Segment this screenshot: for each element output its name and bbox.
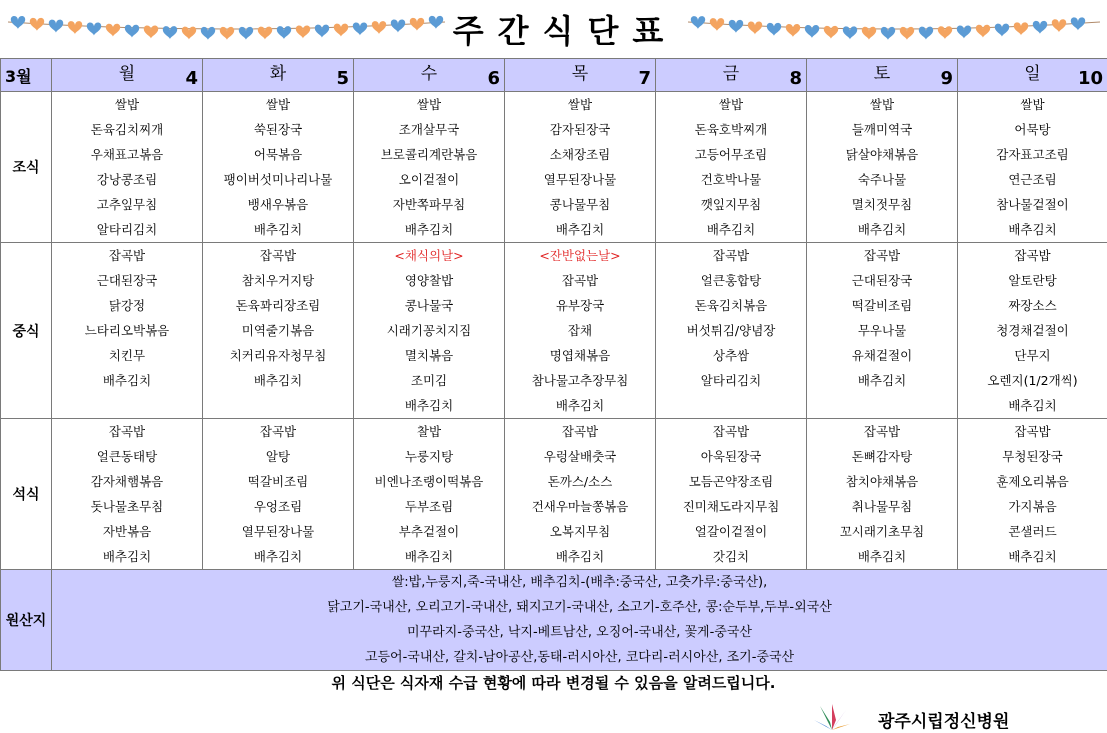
menu-item: 잡곡밥 [712,424,750,439]
breakfast-day-cell [807,92,958,243]
menu-item: 뱅새우볶음 [247,197,309,212]
meal-label-breakfast: 조식 [1,92,52,243]
menu-item: 쌀밥 [265,97,291,112]
origin-line: 쌀:밥,누룽지,죽-국내산, 배추김치-(배추:중국산, 고춧가루:중국산), [391,575,768,590]
day-number: 9 [940,68,953,89]
menu-item: 느타리오박볶음 [84,323,170,338]
day-number: 8 [789,68,802,89]
day-name: 수 [420,64,438,84]
title-bar [0,0,1107,56]
page-title: 주간식단표 [452,12,678,50]
breakfast-day-cell [958,92,1107,243]
menu-item: 돈육호박찌개 [694,122,768,137]
menu-item: 아욱된장국 [700,449,762,464]
menu-item: 잡곡밥 [712,248,750,263]
menu-item: 건새우마늘쫑볶음 [531,499,629,514]
hospital-signature [812,702,1102,732]
breakfast-day-cell [52,92,203,243]
menu-item: 떡갈비조림 [247,474,309,489]
menu-item: 짜장소스 [1008,298,1057,313]
menu-item: 돈육꽈리장조림 [235,298,321,313]
menu-item: 건호박나물 [700,172,762,187]
breakfast-day-cell [656,92,807,243]
day-header [656,59,807,92]
menu-item: 닭살야채볶음 [845,147,919,162]
menu-item: 배추김치 [404,222,454,237]
menu-item: 쌀밥 [416,97,442,112]
menu-item: 우렁살배춧국 [543,449,617,464]
menu-item: 어묵탕 [1014,122,1051,137]
menu-item: 모듬곤약장조림 [688,474,774,489]
menu-item: 잡곡밥 [259,424,297,439]
menu-item: 돈육김치찌개 [90,122,164,137]
menu-item: 쌀밥 [567,97,593,112]
menu-item: 훈제오리볶음 [996,474,1069,489]
dinner-day-cell [807,419,958,570]
menu-item: 단무지 [1014,348,1051,363]
lunch-day-cell [52,243,203,419]
menu-item: 강낭콩조림 [96,172,158,187]
menu-item: 멸치젓무침 [851,197,913,212]
menu-item: 알토란탕 [1008,273,1057,288]
day-header [807,59,958,92]
menu-item: 무청된장국 [1002,449,1063,464]
origin-line: 고등어-국내산, 갈치-남아공산,동태-러시아산, 코다리-러시아산, 조기-중국산 [364,650,795,665]
menu-item: 어묵볶음 [253,147,303,162]
menu-item [52,393,202,418]
menu-item: 찰밥 [416,424,442,439]
dinner-day-cell [656,419,807,570]
menu-item: 떡갈비조림 [851,298,913,313]
menu-item: 버섯튀김/양념장 [686,323,776,338]
menu-item: 연근조림 [1008,172,1057,187]
menu-item: 배추김치 [253,373,303,388]
menu-item: 팽이버섯미나리나물 [223,172,333,187]
menu-item: 누룽지탕 [404,449,454,464]
menu-item [656,393,806,418]
menu-item: 감자표고조림 [996,147,1069,162]
menu-item: 잡곡밥 [108,248,146,263]
menu-item: 조미김 [410,373,448,388]
menu-item: 배추김치 [102,549,152,564]
menu-item: 영양찰밥 [404,273,454,288]
menu-item: <채식의날> [394,248,464,263]
menu-item: 자반볶음 [102,524,152,539]
menu-item: 알타리김치 [96,222,158,237]
menu-item: 우채표고볶음 [90,147,164,162]
menu-item: 돈육김치볶음 [694,298,768,313]
day-header [505,59,656,92]
hospital-name: 광주시립정신병원 [878,712,1010,732]
meal-label-dinner: 석식 [1,419,52,570]
menu-item: 잡곡밥 [863,424,901,439]
menu-item: 우엉조림 [253,499,303,514]
menu-item: 숙주나물 [857,172,907,187]
dinner-day-cell [203,419,354,570]
header-row [1,59,1107,92]
heart-garland-right-icon [688,14,1100,40]
menu-item: 참나물고추장무침 [531,373,629,388]
menu-item: 잡곡밥 [259,248,297,263]
day-number: 7 [638,68,651,89]
menu-item: 미역줄기볶음 [241,323,315,338]
menu-item: 진미채도라지무침 [682,499,780,514]
menu-item: 얼큰동태탕 [96,449,158,464]
menu-item: 조개살무국 [398,122,460,137]
menu-item: 돗나물초무침 [90,499,164,514]
menu-item: 갓김치 [712,549,750,564]
menu-item: 잡곡밥 [108,424,146,439]
menu-item: 배추김치 [253,222,303,237]
menu-item: 배추김치 [555,398,605,413]
menu-item: 참나물겉절이 [996,197,1069,212]
menu-item: 배추김치 [253,549,303,564]
menu-item: 오이겉절이 [398,172,460,187]
day-header [52,59,203,92]
menu-item [807,393,957,418]
menu-item: 유채겉절이 [851,348,913,363]
breakfast-day-cell [505,92,656,243]
menu-item: 소채장조림 [549,147,611,162]
menu-item: 배추김치 [857,373,907,388]
menu-item: 배추김치 [555,222,605,237]
menu-item: 근대된장국 [851,273,913,288]
menu-item: 배추김치 [404,549,454,564]
menu-item: 열무된장나물 [241,524,315,539]
menu-item: 상추쌈 [712,348,750,363]
menu-item: 얼갈이겉절이 [694,524,768,539]
menu-item: 잡곡밥 [561,424,599,439]
day-name: 금 [722,64,740,84]
lunch-day-cell [807,243,958,419]
menu-item: 가지볶음 [1008,499,1057,514]
day-header [203,59,354,92]
menu-item: 돈까스/소스 [547,474,613,489]
menu-item: 쌀밥 [114,97,140,112]
dinner-day-cell [958,419,1107,570]
origin-row [1,570,1107,671]
menu-item: 배추김치 [857,549,907,564]
menu-item: 잡채 [567,323,593,338]
day-number: 5 [336,68,349,89]
menu-item: 고등어무조림 [694,147,768,162]
day-number: 10 [1077,68,1103,89]
notice-text: 위 식단은 식자재 수급 현황에 따라 변경될 수 있음을 알려드립니다. [331,674,776,692]
menu-item: 들깨미역국 [851,122,913,137]
menu-item: 고추잎무침 [96,197,158,212]
menu-item: 오렌지(1/2개씩) [987,373,1078,388]
menu-item: 얼큰홍합탕 [700,273,762,288]
menu-item: 배추김치 [1008,398,1057,413]
day-name: 목 [571,64,589,84]
menu-item: 쌀밥 [718,97,744,112]
lunch-day-cell [354,243,505,419]
menu-item: 감자된장국 [549,122,611,137]
dinner-day-cell [354,419,505,570]
menu-item: 깻잎지무침 [700,197,762,212]
dinner-day-cell [52,419,203,570]
menu-item: 잡곡밥 [561,273,599,288]
lunch-day-cell [505,243,656,419]
menu-item: 치커리유자청무침 [229,348,327,363]
menu-item: <잔반없는날> [539,248,621,263]
menu-item: 두부조림 [404,499,454,514]
origin-line: 미꾸라지-중국산, 낙지-베트남산, 오징어-국내산, 꽃게-중국산 [407,625,752,640]
day-header [354,59,505,92]
breakfast-day-cell [354,92,505,243]
menu-item: 청경채겉절이 [996,323,1069,338]
menu-item: 콩나물무침 [549,197,611,212]
menu-item: 브로콜리계란볶음 [380,147,478,162]
menu-item: 닭강정 [108,298,146,313]
breakfast-row [1,92,1107,243]
origin-line: 닭고기-국내산, 오리고기-국내산, 돼지고기-국내산, 소고기-호주산, 콩:순두부,두부-외국산 [327,600,832,615]
menu-item: 배추김치 [555,549,605,564]
day-name: 화 [269,64,287,84]
menu-item: 비엔나조랭이떡볶음 [374,474,484,489]
menu-item: 치킨무 [108,348,146,363]
menu-item: 오복지무침 [549,524,611,539]
menu-item [203,393,353,418]
menu-item: 돈뼈감자탕 [851,449,913,464]
menu-item: 쑥된장국 [253,122,303,137]
dinner-row [1,419,1107,570]
menu-item: 취나물무침 [851,499,913,514]
menu-item: 알타리김치 [700,373,762,388]
menu-item: 근대된장국 [96,273,158,288]
day-header [958,59,1107,92]
menu-item: 시래기꽁치지짐 [386,323,472,338]
menu-item: 유부장국 [555,298,605,313]
lunch-row [1,243,1107,419]
menu-item: 잡곡밥 [1014,248,1051,263]
menu-item: 참치야채볶음 [845,474,919,489]
menu-item: 쌀밥 [1020,97,1045,112]
day-name: 월 [118,64,136,84]
lunch-day-cell [656,243,807,419]
menu-item: 배추김치 [404,398,454,413]
hospital-logo-icon [812,702,852,732]
origin-info [52,570,1107,671]
menu-item: 콘샐러드 [1008,524,1057,539]
day-name: 일 [1024,64,1041,84]
menu-item: 멸치볶음 [404,348,454,363]
menu-item: 감자채햄볶음 [90,474,164,489]
day-number: 4 [185,68,198,89]
meal-label-lunch: 중식 [1,243,52,419]
month-label: 3월 [1,59,52,92]
menu-item: 잡곡밥 [863,248,901,263]
menu-item: 자반쪽파무침 [392,197,466,212]
day-name: 토 [873,64,891,84]
dinner-day-cell [505,419,656,570]
menu-item: 배추김치 [1008,549,1057,564]
menu-table [0,58,1107,671]
menu-item: 잡곡밥 [1014,424,1051,439]
menu-item: 꼬시래기초무침 [839,524,925,539]
lunch-day-cell [958,243,1107,419]
menu-item: 열무된장나물 [543,172,617,187]
heart-garland-left-icon [8,14,445,40]
menu-item: 배추김치 [102,373,152,388]
lunch-day-cell [203,243,354,419]
menu-item: 배추김치 [706,222,756,237]
menu-item: 쌀밥 [869,97,895,112]
menu-item: 참치우거지탕 [241,273,315,288]
menu-item: 콩나물국 [404,298,454,313]
menu-item: 무우나물 [857,323,907,338]
menu-item: 부추겉절이 [398,524,460,539]
menu-item: 명엽채볶음 [549,348,611,363]
origin-label: 원산지 [1,570,52,671]
day-number: 6 [487,68,500,89]
menu-item: 배추김치 [857,222,907,237]
menu-item: 배추김치 [1008,222,1057,237]
menu-item: 알탕 [265,449,291,464]
breakfast-day-cell [203,92,354,243]
